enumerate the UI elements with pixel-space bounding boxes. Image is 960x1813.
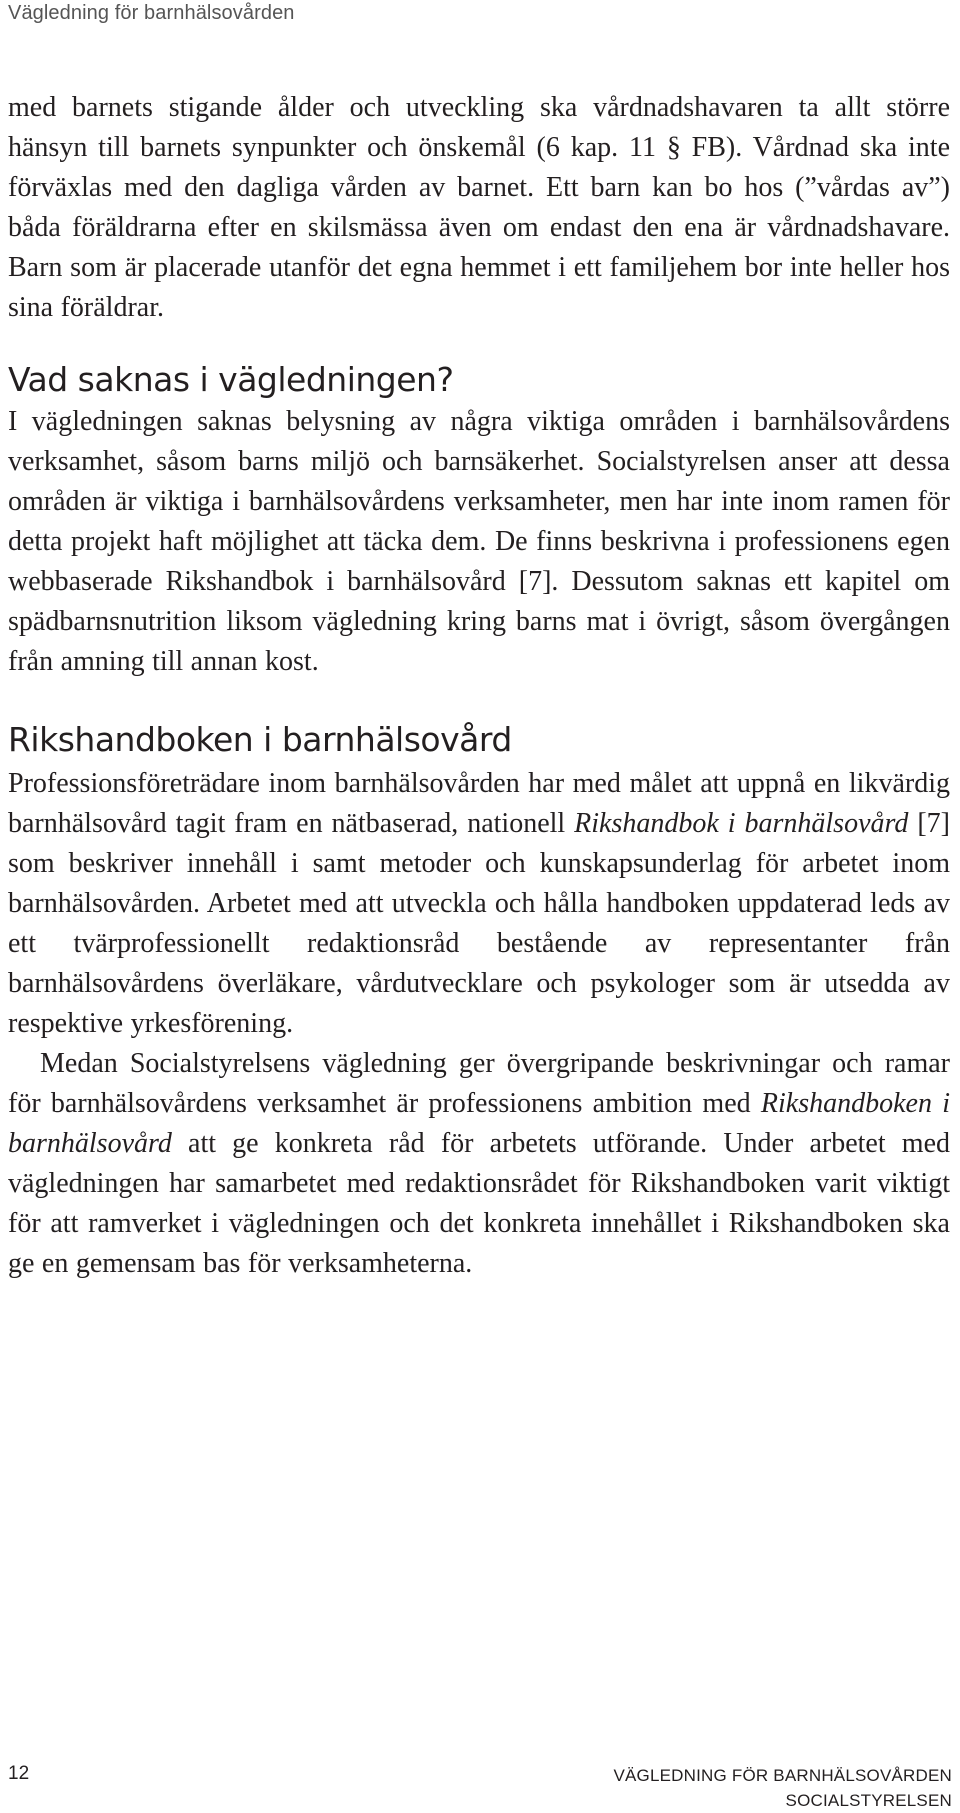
text-span: [7] som beskriver innehåll i samt metoder och kunskapsunderlag för arbetet inom barnhälsovården. Arbetet med att utveckla och hålla handboken uppdaterad leds av ett tvärprofessionellt redaktionsråd bestående av representanter från barnhälsovårdens överläkare, vårdutvecklare och psykologer som är utsedda av respektive yrkesförening. [8,808,950,1039]
section-heading-vad-saknas: Vad saknas i vägledningen? [8,360,454,399]
text-span: att ge konkreta råd för arbetets utförande. Under arbetet med vägledningen har samarbetet med redaktionsrådet för Rikshandboken varit viktigt för att ramverket i vägledningen och det konkreta innehållet i Rikshandboken ska ge en gemensam bas för verksamheterna. [8,1128,950,1279]
page-number: 12 [8,1763,30,1784]
rikshandboken-paragraph-1 [8,764,950,1044]
page-body [8,88,950,1284]
text-span: Medan Socialstyrelsens vägledning ger övergripande beskrivningar och ramar för barnhälsovårdens verksamhet är professionens ambition med [8,1048,950,1119]
intro-paragraph: med barnets stigande ålder och utveckling ska vårdnadshavaren ta allt större hänsyn till barnets synpunkter och önskemål (6 kap. 11 § FB). Vårdnad ska inte förväxlas med den dagliga vården av barnet. Ett barn kan bo hos (”vårdas av”) båda föräldrarna efter en skilsmässa även om endast den ena är vårdnadshavare. Barn som är placerade utanför det egna hemmet i ett familjehem bor inte heller hos sina föräldrar. [8,92,950,323]
text-span: Professionsföreträdare inom barnhälsovården har med målet att uppnå en likvärdig barnhälsovård tagit fram en nätbaserad, nationell [8,768,950,839]
book-title-italic: Rikshandbok i barnhälsovård [574,808,909,839]
footer-credits [613,1763,952,1813]
rikshandboken-paragraph-2 [8,1044,950,1284]
book-title-italic: Rikshandboken i barnhälsovård [8,1088,951,1159]
footer-publication: VÄGLEDNING FÖR BARNHÄLSOVÅRDEN [613,1766,952,1785]
section-vad-saknas-paragraph: I vägledningen saknas belysning av några viktiga områden i barnhälsovårdens verksamhet, såsom barns miljö och barnsäkerhet. Socialstyrelsen anser att dessa områden är viktiga i barnhälsovårdens verksamheter, men har inte inom ramen för detta projekt haft möjlighet att täcka dem. De finns beskrivna i professionens egen webbaserade Rikshandbok i barnhälsovård [7]. Dessutom saknas ett kapitel om spädbarnsnutrition liksom vägledning kring barns mat i övrigt, såsom övergången från amning till annan kost. [8,406,950,677]
footer-publisher: SOCIALSTYRELSEN [785,1791,952,1810]
section-heading-rikshandboken: Rikshandboken i barnhälsovård [8,720,512,759]
running-head: Vägledning för barnhälsovården [8,2,295,24]
